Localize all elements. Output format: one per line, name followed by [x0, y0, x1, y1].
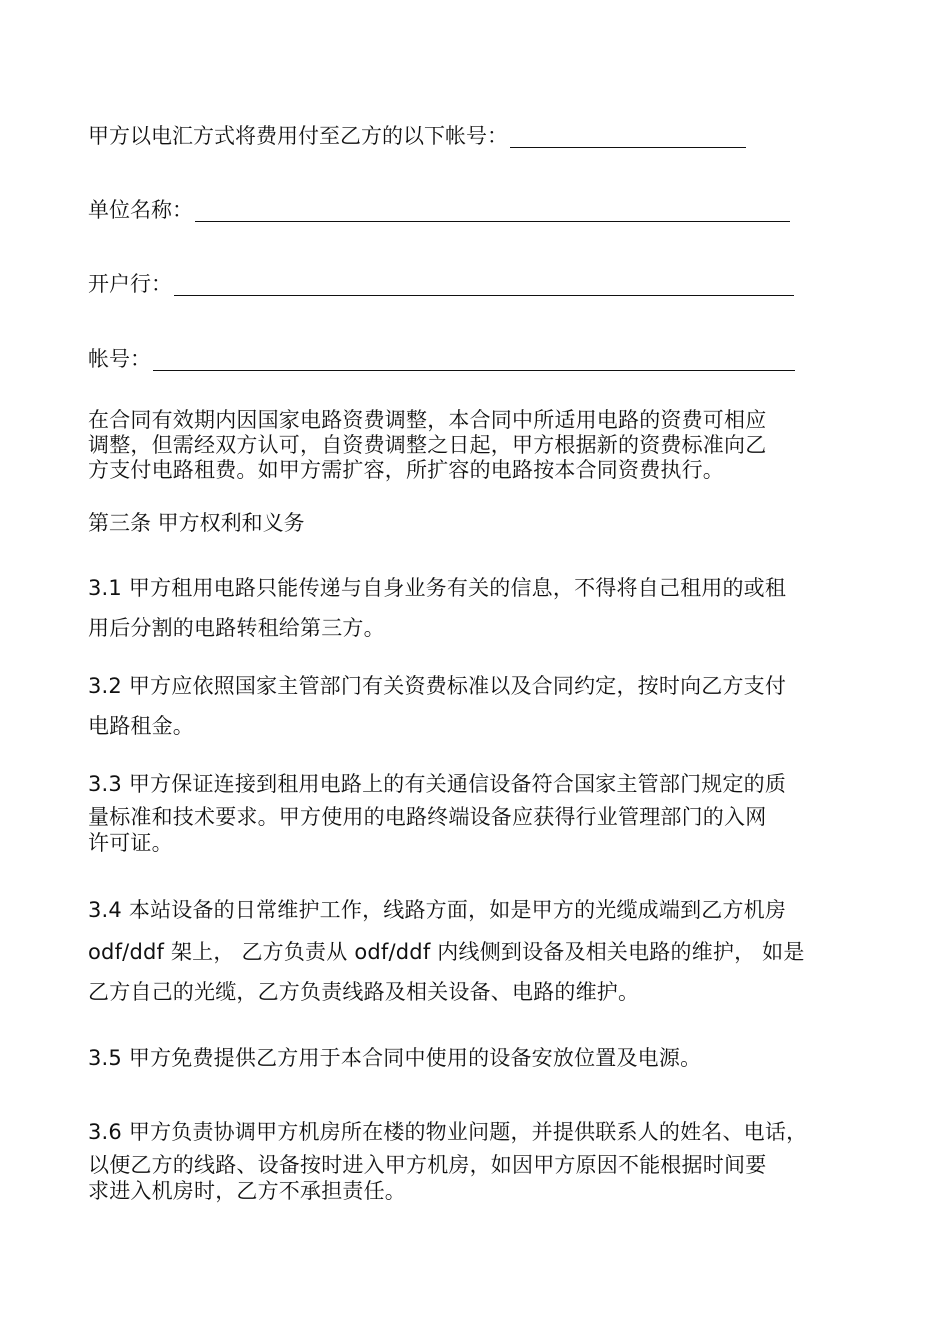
- bank-line: [88, 272, 794, 296]
- clause-3-1: [88, 568, 868, 648]
- clause-line: 求进入机房时，乙方不承担责任。: [88, 1179, 406, 1203]
- clause-3-2: [88, 666, 868, 746]
- clause-line: 以便乙方的线路、设备按时进入甲方机房，如因甲方原因不能根据时间要: [88, 1153, 767, 1177]
- clause-line: 3.5 甲方免费提供乙方用于本合同中使用的设备安放位置及电源。: [88, 1046, 702, 1070]
- account-number-label: 帐号：: [88, 347, 151, 371]
- payment-account-blank: [510, 125, 746, 148]
- clause-3-6: [88, 1112, 868, 1204]
- clause-line: 用后分割的电路转租给第三方。: [88, 616, 385, 640]
- article-heading: 第三条 甲方权利和义务: [88, 511, 305, 535]
- paragraph-line: 方支付电路租费。如甲方需扩容，所扩容的电路按本合同资费执行。: [88, 458, 724, 482]
- bank-blank: [174, 273, 794, 296]
- payment-account-label: 甲方以电汇方式将费用付至乙方的以下帐号：: [88, 124, 508, 148]
- clause-line: 量标准和技术要求。甲方使用的电路终端设备应获得行业管理部门的入网: [88, 805, 767, 829]
- clause-line: 乙方自己的光缆，乙方负责线路及相关设备、电路的维护。: [88, 980, 640, 1004]
- clause-line: 3.4 本站设备的日常维护工作，线路方面，如是甲方的光缆成端到乙方机房: [88, 898, 787, 922]
- tariff-paragraph: [88, 408, 868, 483]
- clause-line: 3.3 甲方保证连接到租用电路上的有关通信设备符合国家主管部门规定的质: [88, 772, 787, 796]
- account-number-blank: [153, 348, 795, 371]
- unit-name-blank: [195, 199, 790, 222]
- clause-line: 电路租金。: [88, 714, 194, 738]
- paragraph-line: 在合同有效期内因国家电路资费调整，本合同中所适用电路的资费可相应: [88, 408, 767, 432]
- clause-line: odf/ddf 架上， 乙方负责从 odf/ddf 内线侧到设备及相关电路的维护， 如是: [88, 940, 805, 964]
- clause-3-5: [88, 1038, 868, 1078]
- bank-label: 开户行：: [88, 272, 172, 296]
- account-number-line: [88, 347, 795, 371]
- payment-account-line: [88, 124, 746, 148]
- clause-line: 许可证。: [88, 831, 173, 855]
- clause-3-4: [88, 888, 868, 1012]
- clause-line: 3.6 甲方负责协调甲方机房所在楼的物业问题，并提供联系人的姓名、电话，: [88, 1120, 808, 1144]
- clause-line: 3.1 甲方租用电路只能传递与自身业务有关的信息，不得将自己租用的或租: [88, 576, 787, 600]
- unit-name-line: [88, 198, 790, 222]
- paragraph-line: 调整，但需经双方认可，自资费调整之日起，甲方根据新的资费标准向乙: [88, 433, 767, 457]
- clause-line: 3.2 甲方应依照国家主管部门有关资费标准以及合同约定，按时向乙方支付: [88, 674, 787, 698]
- clause-3-3: [88, 764, 868, 856]
- unit-name-label: 单位名称：: [88, 198, 193, 222]
